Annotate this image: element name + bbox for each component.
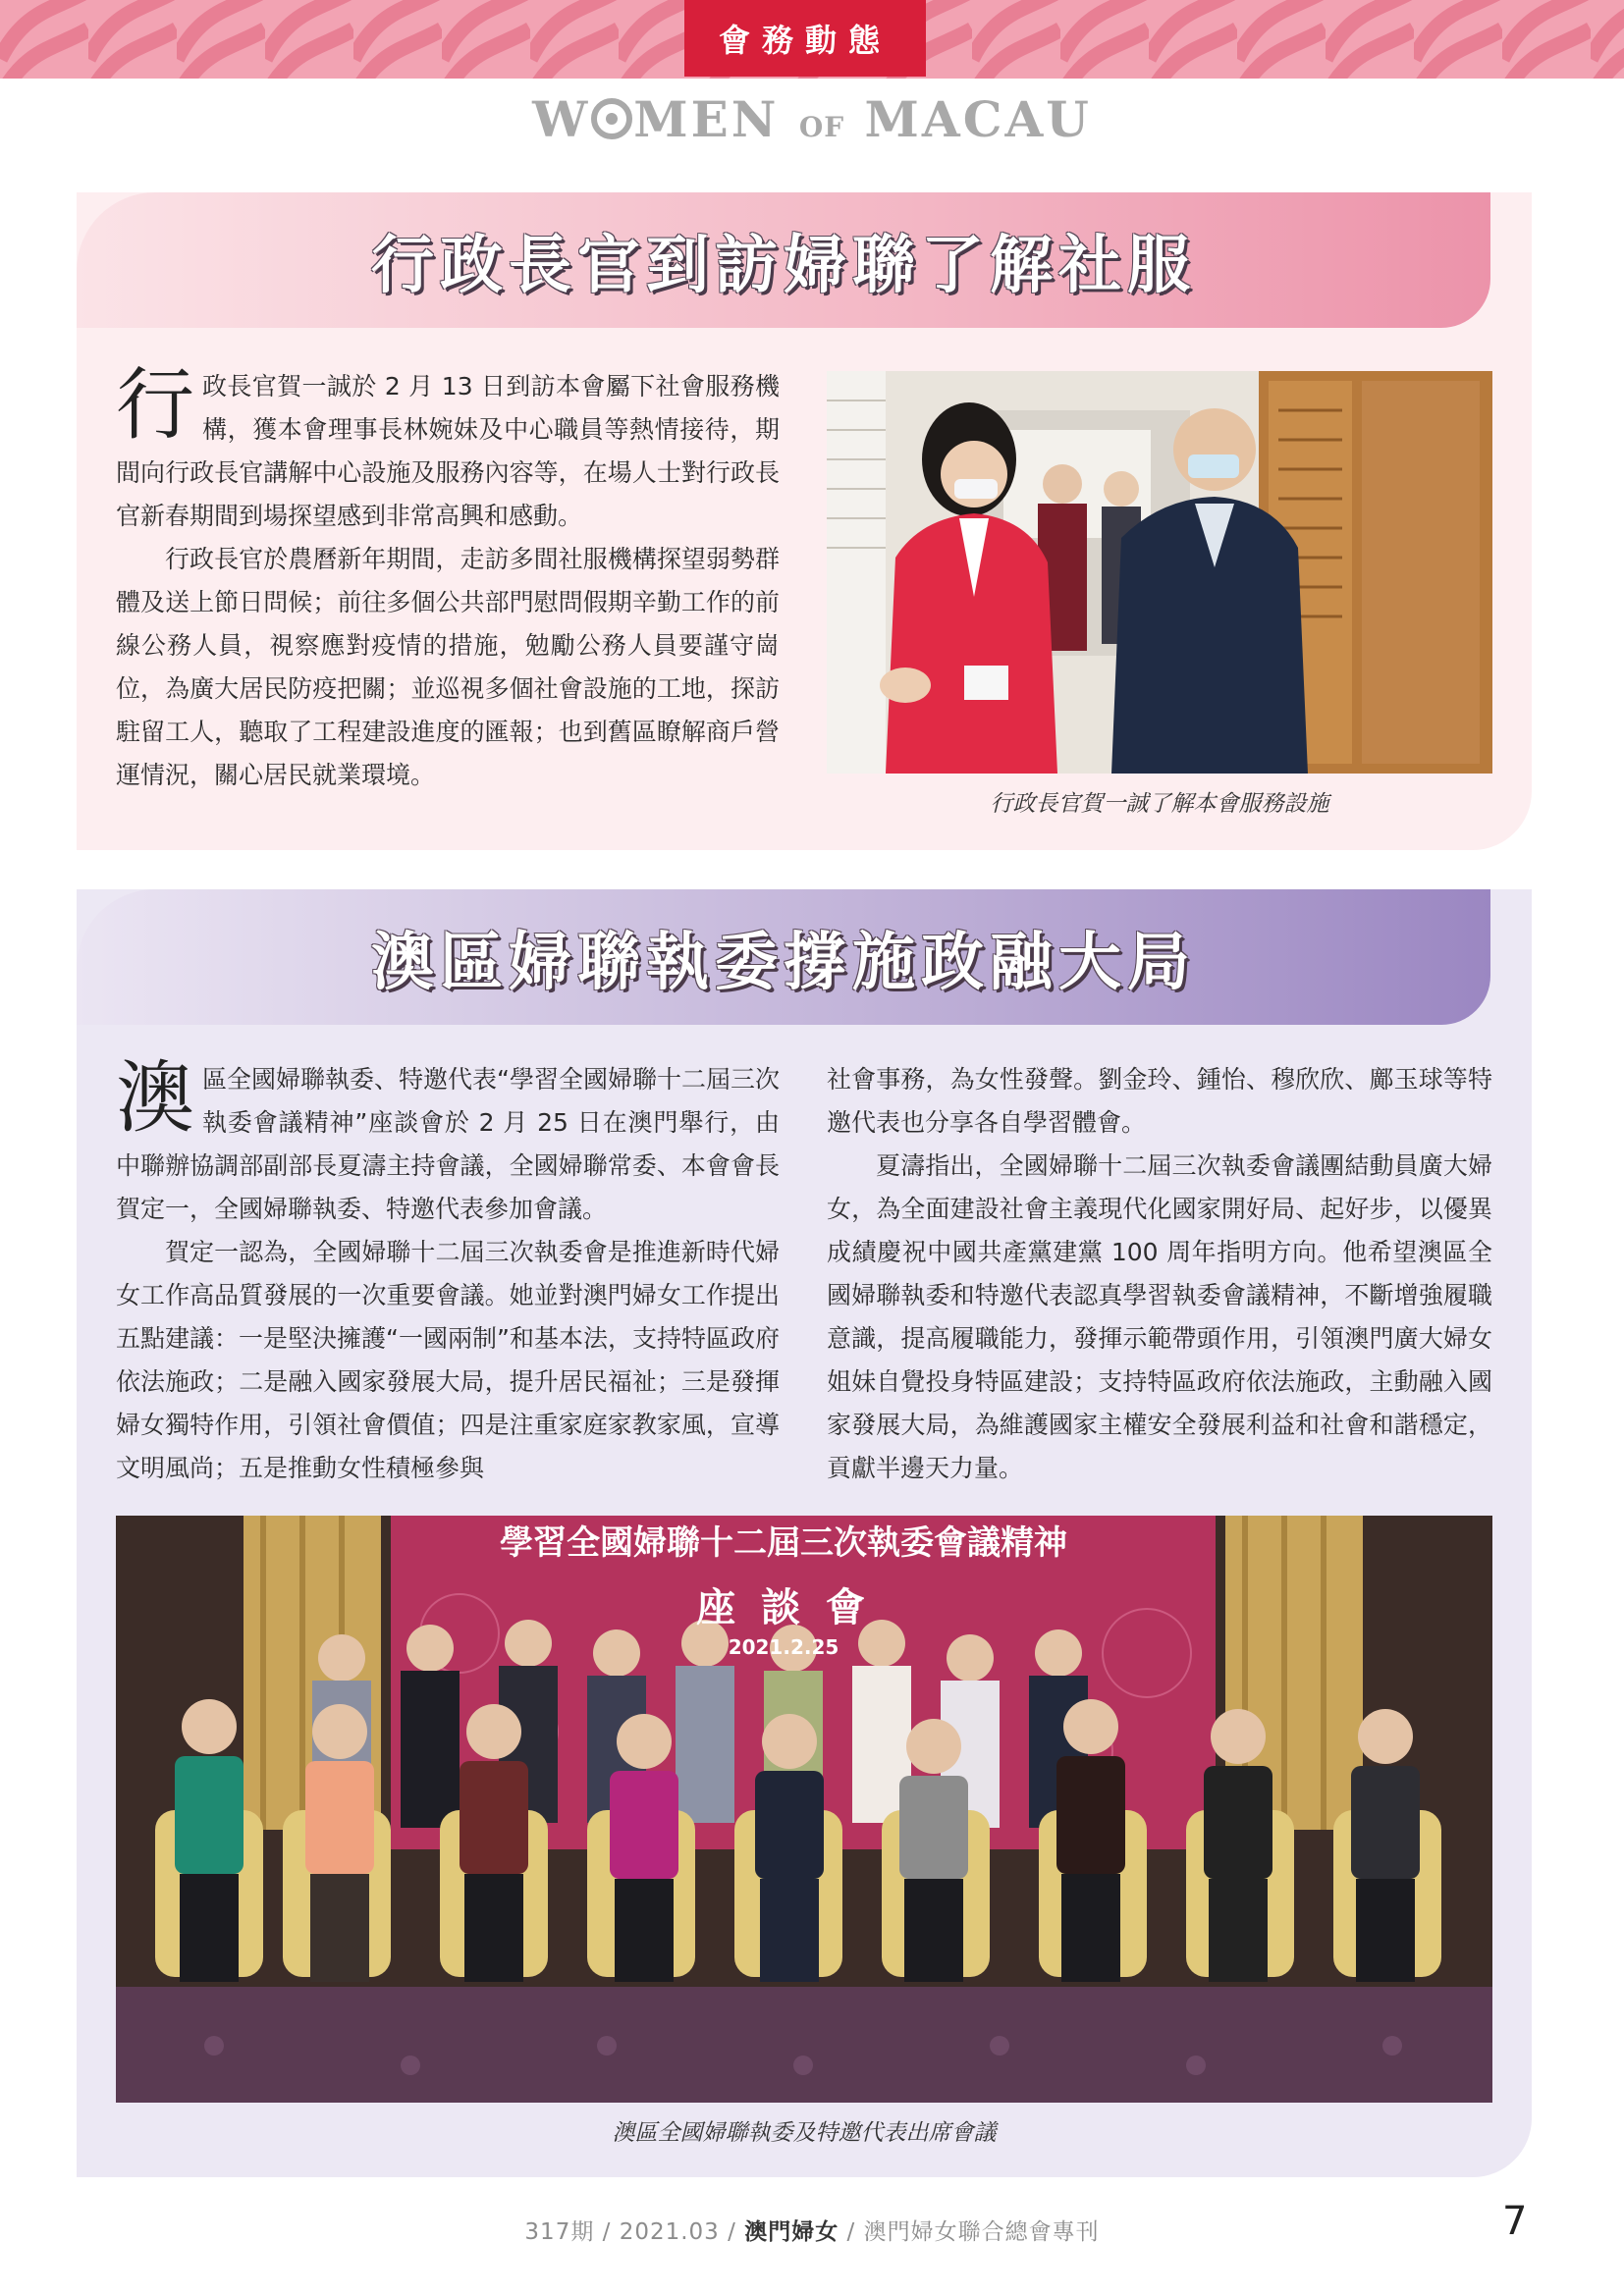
article2-paragraph-1 [116, 1052, 780, 1231]
article2-photo-caption: 澳區全國婦聯執委及特邀代表出席會議 [612, 2120, 997, 2146]
footer-publisher: 澳門婦女聯合總會專刊 [863, 2219, 1100, 2245]
article1-photo-caption: 行政長官賀一誠了解本會服務設施 [990, 791, 1329, 817]
masthead-men: MEN [633, 90, 780, 148]
masthead-w: W [532, 90, 591, 148]
article1-headline: 行政長官到訪婦聯了解社服 [371, 230, 1196, 302]
article1-headline-bar [77, 192, 1490, 328]
article2-paragraph-2: 賀定一認為，全國婦聯十二屆三次執委會是推進新時代婦女工作高品質發展的一次重要會議。她並對澳門婦女工作提出五點建議：一是堅決擁護“一國兩制”和基本法，支持特區政府依法施政；二是融入國家發展大局，提升居民福祉；三是發揮婦女獨特作用，引領社會價值；四是注重家庭家教家風，宣導文明風尚；五是推動女性積極參與 [116, 1238, 780, 1482]
footer-separator-2: / [728, 2219, 736, 2245]
article2-paragraph-1-text: 區全國婦聯執委、特邀代表“學習全國婦聯十二屆三次執委會議精神”座談會於 2 月 25 日在澳門舉行，由中聯辦協調部副部長夏濤主持會議，全國婦聯常委、本會會長賀定一，全國婦聯執委、特邀代表參加會議。 [116, 1065, 780, 1223]
article2-headline-bar [77, 889, 1490, 1025]
chief-executive-visit-photo [827, 371, 1492, 774]
section-tab: 會務動態 [684, 0, 926, 77]
article2-right-column [827, 1058, 1492, 1490]
article1-paragraph-1 [116, 359, 780, 538]
article1-paragraph-2: 行政長官於農曆新年期間，走訪多間社服機構探望弱勢群體及送上節日問候；前往多個公共部門慰問假期辛勤工作的前線公務人員，視察應對疫情的措施，勉勵公務人員要謹守崗位，為廣大居民防疫把關；並巡視多個社會設施的工地，探訪駐留工人，聽取了工程建設進度的匯報；也到舊區瞭解商戶營運情況，關心居民就業環境。 [116, 545, 780, 789]
photo-banner-date: 2021.2.25 [728, 1635, 839, 1659]
article2-headline: 澳區婦聯執委撐施政融大局 [371, 927, 1196, 999]
article2-left-column [116, 1052, 780, 1490]
article2-paragraph-4: 夏濤指出，全國婦聯十二屆三次執委會議團結動員廣大婦女，為全面建設社會主義現代化國家開好局、起好步，以優異成績慶祝中國共產黨建黨 100 周年指明方向。他希望澳區全國婦聯執委和特邀代表認真學習執委會議精神，不斷增強履職意識，提高履職能力，發揮示範帶頭作用，引領澳門廣大婦女姐妹自覺投身特區建設；支持特區政府依法施政，主動融入國家發展大局，為維護國家主權安全發展利益和社會和諧穩定，貢獻半邊天力量。 [827, 1151, 1492, 1482]
article2-paragraph-3: 社會事務，為女性發聲。劉金玲、鍾怡、穆欣欣、鄺玉球等特邀代表也分享各自學習體會。 [827, 1065, 1492, 1137]
article2-dropcap: 澳 [116, 1052, 194, 1144]
photo-banner-title: 學習全國婦聯十二屆三次執委會議精神 [500, 1523, 1067, 1563]
footer-separator-3: / [846, 2219, 856, 2245]
footer [0, 2214, 1624, 2246]
photo-banner-subtitle: 座 談 會 [696, 1585, 871, 1630]
flower-icon [591, 98, 632, 139]
footer-separator-1: / [602, 2219, 612, 2245]
footer-brand: 澳門婦女 [744, 2219, 839, 2245]
footer-issue: 317期 [524, 2219, 595, 2245]
article1-body [116, 359, 780, 797]
article2-group-photo [116, 1516, 1492, 2103]
footer-date: 2021.03 [619, 2219, 720, 2245]
article1-dropcap: 行 [116, 359, 194, 451]
masthead-logo [0, 90, 1624, 148]
masthead-of: OF [798, 111, 845, 143]
masthead-macau: MACAU [864, 90, 1092, 148]
article1-paragraph-1-text: 政長官賀一誠於 2 月 13 日到訪本會屬下社會服務機構，獲本會理事長林婉妹及中心職員等熱情接待，期間向行政長官講解中心設施及服務內容等，在場人士對行政長官新春期間到場探望感到非常高興和感動。 [116, 372, 780, 530]
page-number: 7 [1502, 2199, 1528, 2244]
article1-photo [827, 371, 1492, 774]
